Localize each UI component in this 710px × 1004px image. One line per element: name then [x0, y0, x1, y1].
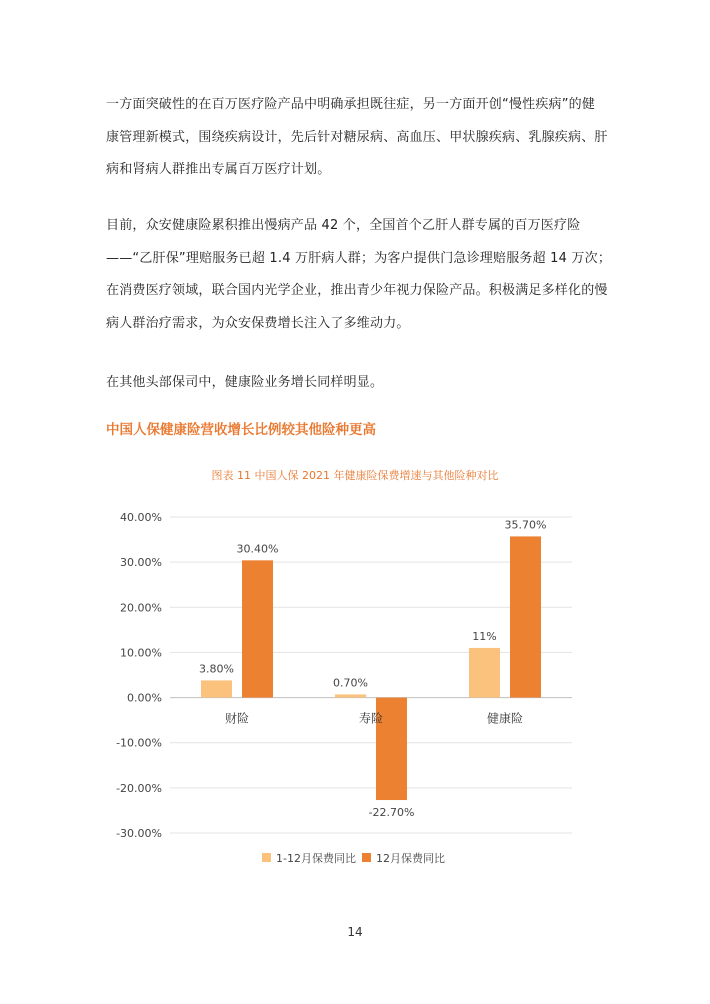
text-line: 在其他头部保司中，健康险业务增长同样明显。	[106, 375, 384, 390]
x-category-label: 健康险	[486, 711, 524, 726]
legend-label: 1-12月保费同比	[276, 852, 356, 865]
data-label: 0.70%	[333, 676, 368, 690]
data-label: 35.70%	[504, 518, 547, 532]
text-line: ——“乙肝保”理赔服务已超 1.4 万肝病人群；为客户提供门急诊理赔服务超 14 万次；	[106, 250, 612, 266]
text-line: 目前，众安健康险累积推出慢病产品 42 个，全国首个乙肝人群专属的百万医疗险	[106, 218, 581, 233]
y-tick-label: 20.00%	[120, 601, 162, 615]
chart-title: 图表 11 中国人保 2021 年健康险保费增速与其他险种对比	[211, 469, 499, 482]
text-line: 在消费医疗领域，联合国内光学企业，推出青少年视力保险产品。积极满足多样化的慢	[106, 283, 608, 298]
bar-1	[335, 694, 366, 697]
y-tick-label: 40.00%	[120, 511, 162, 524]
text-line: 病和肾病人群推出专属百万医疗计划。	[106, 162, 331, 177]
bar-2	[242, 560, 273, 697]
text-line: 一方面突破性的在百万医疗险产品中明确承担既往症，另一方面开创“慢性疾病”的健	[106, 97, 596, 112]
page-number: 14	[347, 925, 363, 939]
text-line: 康管理新模式，围绕疾病设计，先后针对糖尿病、高血压、甲状腺疾病、乳腺疾病、肝	[106, 129, 608, 145]
y-tick-label: -10.00%	[116, 736, 162, 750]
legend-label: 12月保费同比	[376, 852, 445, 865]
data-label: 11%	[472, 629, 497, 643]
bar-2	[510, 536, 541, 697]
x-category-label: 寿险	[358, 711, 384, 726]
y-tick-label: -30.00%	[116, 827, 162, 840]
data-label: 30.40%	[236, 542, 279, 556]
legend-swatch	[262, 853, 271, 862]
y-tick-label: 10.00%	[120, 646, 162, 660]
data-label: -22.70%	[368, 806, 415, 820]
y-tick-label: -20.00%	[116, 781, 162, 795]
x-category-label: 财险	[224, 711, 250, 726]
y-tick-label: 0.00%	[127, 691, 162, 705]
legend-swatch	[362, 853, 371, 862]
text-line: 病人群治疗需求，为众安保费增长注入了多维动力。	[106, 315, 410, 331]
y-tick-label: 30.00%	[120, 556, 162, 570]
section-heading: 中国人保健康险营收增长比例较其他险种更高	[106, 422, 376, 438]
bar-1	[469, 648, 500, 698]
bar-1	[201, 680, 232, 697]
data-label: 3.80%	[199, 662, 234, 676]
